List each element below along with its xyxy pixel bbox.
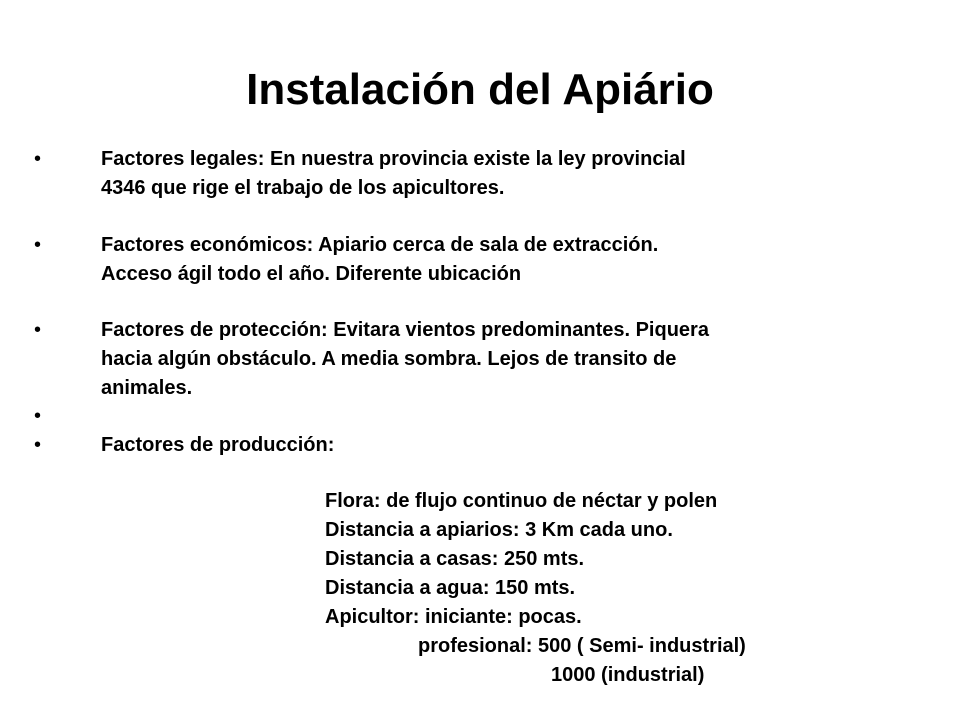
bullet-dot: • [34,405,42,427]
bullet-dot: • [34,319,42,341]
bullet-text-line: Factores legales: En nuestra provincia existe la ley provincial [101,148,686,170]
slide-title: Instalación del Apiário [246,65,714,114]
production-detail-flora: Flora: de flujo continuo de néctar y polen [325,490,718,512]
bullet-text-line: Factores de producción: [101,434,335,456]
production-detail-house-distance: Distancia a casas: 250 mts. [325,548,585,570]
bullet-dot: • [34,234,42,256]
production-detail-beekeeper: Apicultor: iniciante: pocas. [325,606,582,628]
bullet-text-line: Factores económicos: Apiario cerca de sala de extracción. [101,234,659,256]
production-detail-professional: profesional: 500 ( Semi- industrial) [418,635,746,657]
production-detail-water-distance: Distancia a agua: 150 mts. [325,577,576,599]
bullet-text-line: 4346 que rige el trabajo de los apicultores. [101,177,505,199]
bullet-text-line: hacia algún obstáculo. A media sombra. Lejos de transito de [101,348,677,370]
bullet-dot: • [34,434,42,456]
bullet-text-line: Factores de protección: Evitara vientos predominantes. Piquera [101,319,709,341]
bullet-text-line: Acceso ágil todo el año. Diferente ubicación [101,263,522,285]
bullet-dot: • [34,148,42,170]
production-detail-industrial: 1000 (industrial) [551,664,705,686]
bullet-text-line: animales. [101,377,193,399]
production-detail-apiary-distance: Distancia a apiarios: 3 Km cada uno. [325,519,673,541]
